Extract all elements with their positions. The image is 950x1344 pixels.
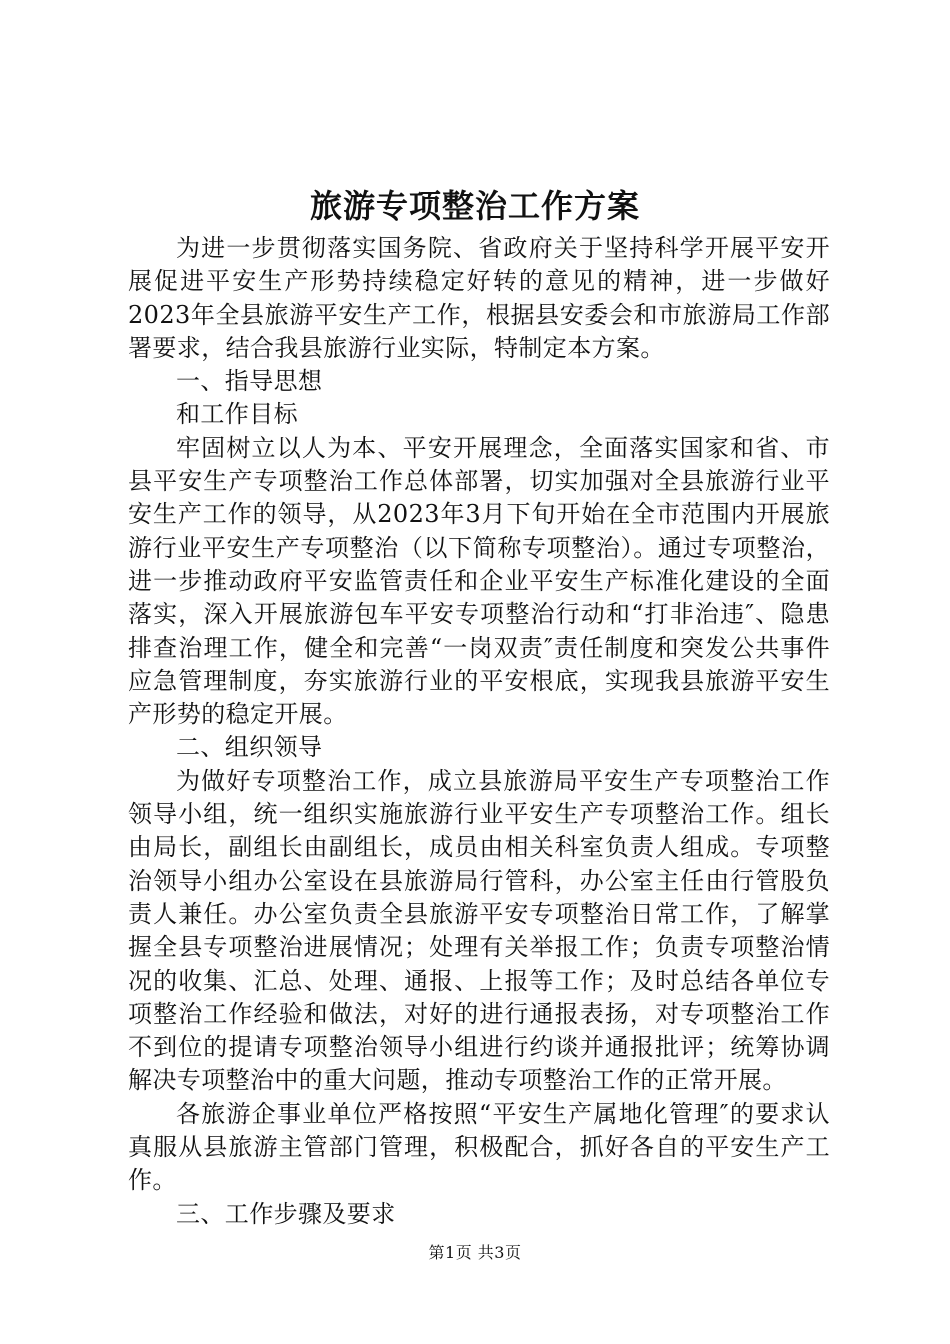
document-title: 旅游专项整治工作方案 [309,187,640,225]
heading-organization: 二、组织领导 [176,733,323,762]
paragraph-enterprises: 各旅游企事业单位严格按照“平安生产属地化管理″的要求认真服从县旅游主管部门管理，积极配合，抓好各自的平安生产工作。 [128,1099,830,1195]
paragraph-goals: 牢固树立以人为本、平安开展理念，全面落实国家和省、市县平安生产专项整治工作总体部署，切实加强对全县旅游行业平安生产工作的领导，从2023年3月下旬开始在全市范围内开展旅游行业平安生产专项整治（以下简称专项整治）。通过专项整治，进一步推动政府平安监管责任和企业平安生产标准化建设的全面落实，深入开展旅游包车平安专项整治行动和“打非治违″、隐患排查治理工作，健全和完善“一岗双责″责任制度和突发公共事件应急管理制度，夯实旅游行业的平安根底，实现我县旅游平安生产形势的稳定开展。 [128,433,830,729]
heading-steps: 三、工作步骤及要求 [176,1199,396,1228]
document-body [128,232,830,1231]
heading-work-goals: 和工作目标 [176,400,298,429]
page-number-footer: 第1页 共3页 [428,1243,522,1262]
paragraph-organization: 为做好专项整治工作，成立县旅游局平安生产专项整治工作领导小组，统一组织实施旅游行业平安生产专项整治工作。组长由局长，副组长由副组长，成员由相关科室负责人组成。专项整治领导小组办公室设在县旅游局行管科，办公室主任由行管股负责人兼任。办公室负责全县旅游平安专项整治日常工作，了解掌握全县专项整治进展情况；处理有关举报工作；负责专项整治情况的收集、汇总、处理、通报、上报等工作；及时总结各单位专项整治工作经验和做法，对好的进行通报表扬，对专项整治工作不到位的提请专项整治领导小组进行约谈并通报批评；统筹协调解决专项整治中的重大问题，推动专项整治工作的正常开展。 [128,766,830,1095]
heading-guiding-ideology: 一、指导思想 [176,367,323,396]
paragraph-intro: 为进一步贯彻落实国务院、省政府关于坚持科学开展平安开展促进平安生产形势持续稳定好转的意见的精神，进一步做好2023年全县旅游平安生产工作，根据县安委会和市旅游局工作部署要求，结合我县旅游行业实际，特制定本方案。 [128,234,830,362]
